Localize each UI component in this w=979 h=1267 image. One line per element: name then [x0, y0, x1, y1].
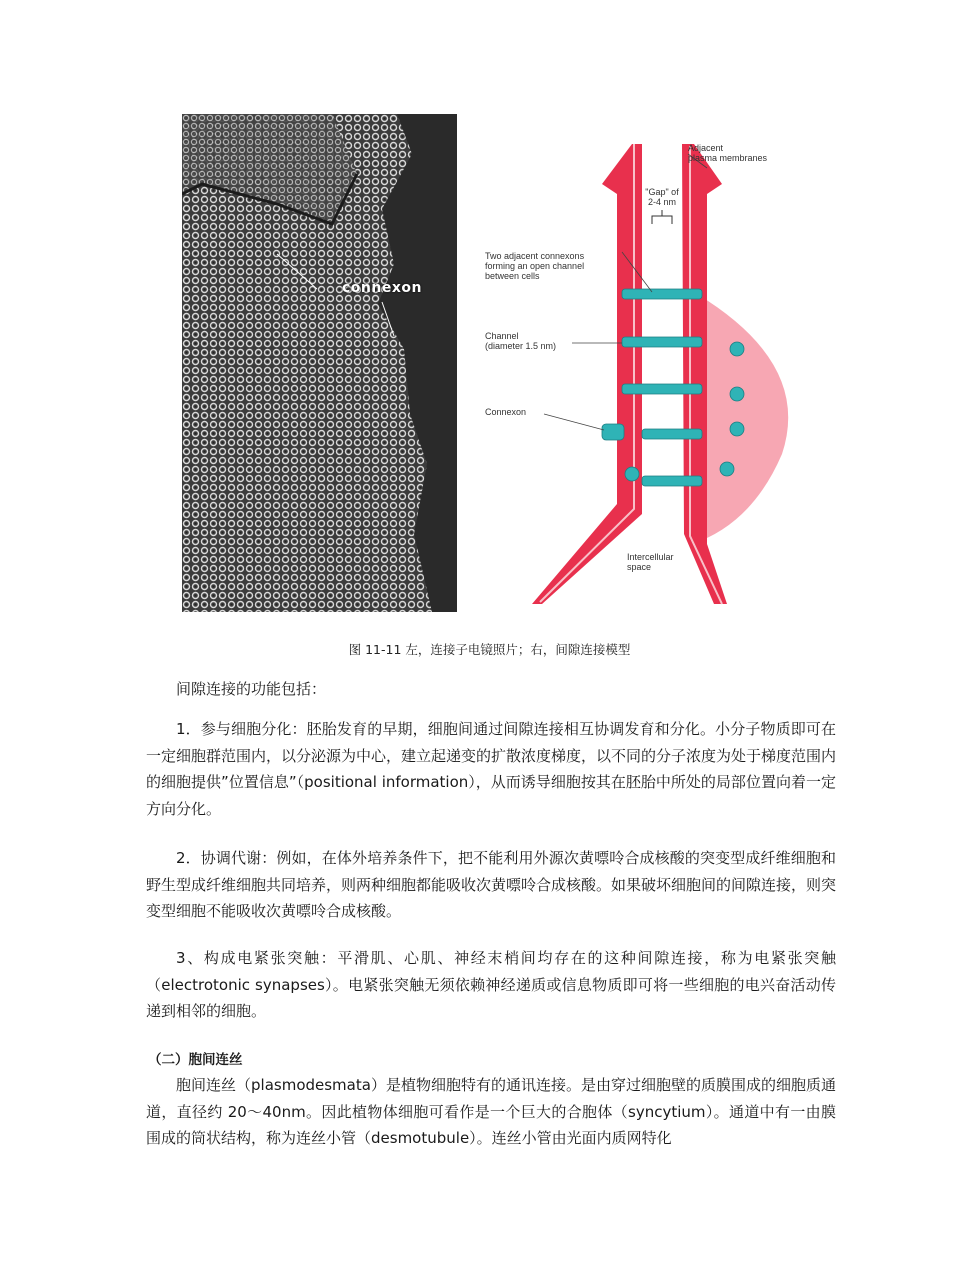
paragraph-electrotonic-synapse: 3、构成电紧张突触：平滑肌、心肌、神经末梢间均存在的这种间隙连接，称为电紧张突触（electrotonic synapses）。电紧张突触无须依赖神经递质或信息物质即可将一些细胞的电兴奋活动传递到相邻的细胞。	[146, 949, 836, 1020]
annotation-intercellular-space: Intercellular space	[627, 552, 674, 572]
annotation-two-connexons: Two adjacent connexons forming an open channel between cells	[485, 251, 585, 281]
paragraph-cell-differentiation: 1．参与细胞分化：胚胎发育的早期，细胞间通过间隙连接相互协调发育和分化。小分子物质即可在一定细胞群范围内，以分泌源为中心，建立起递变的扩散浓度梯度，以不同的分子浓度为处于梯度范围内的细胞提供”位置信息”（positional information），从而诱导细胞按其在胚胎中所处的局部位置向着一定方向分化。	[146, 720, 837, 818]
connexon-label: connexon	[342, 280, 422, 296]
figure-caption: 图 11-11 左，连接子电镜照片；右，间隙连接模型	[348, 642, 631, 657]
section-heading-plasmodesmata: （二）胞间连丝	[148, 1052, 243, 1068]
paragraph-metabolism: 2．协调代谢：例如，在体外培养条件下，把不能利用外源次黄嘌呤合成核酸的突变型成纤维细胞和野生型成纤维细胞共同培养，则两种细胞都能吸收次黄嘌呤合成核酸。如果破坏细胞间的间隙连接，则突变型细胞不能吸收次黄嘌呤合成核酸。	[146, 849, 837, 920]
annotation-adjacent-membranes: Adjacent plasma membranes	[688, 143, 768, 163]
annotation-gap: "Gap" of 2-4 nm	[645, 187, 679, 207]
gap-junction-model	[482, 124, 847, 614]
intro-text: 间隙连接的功能包括：	[176, 680, 327, 698]
paragraph-plasmodesmata: 胞间连丝（plasmodesmata）是植物细胞特有的通讯连接。是由穿过细胞壁的质膜围成的细胞质通道，直径约 20～40nm。因此植物体细胞可看作是一个巨大的合胞体（syncytium）。通道中有一由膜围成的筒状结构，称为连丝小管（desmotubule）。连丝小管由光面内质网特化	[146, 1076, 836, 1147]
annotation-connexon: Connexon	[485, 407, 527, 417]
annotation-channel: Channel (diameter 1.5 nm)	[485, 331, 557, 351]
connexon-electron-micrograph	[182, 114, 457, 612]
figure-11-11	[182, 114, 847, 614]
